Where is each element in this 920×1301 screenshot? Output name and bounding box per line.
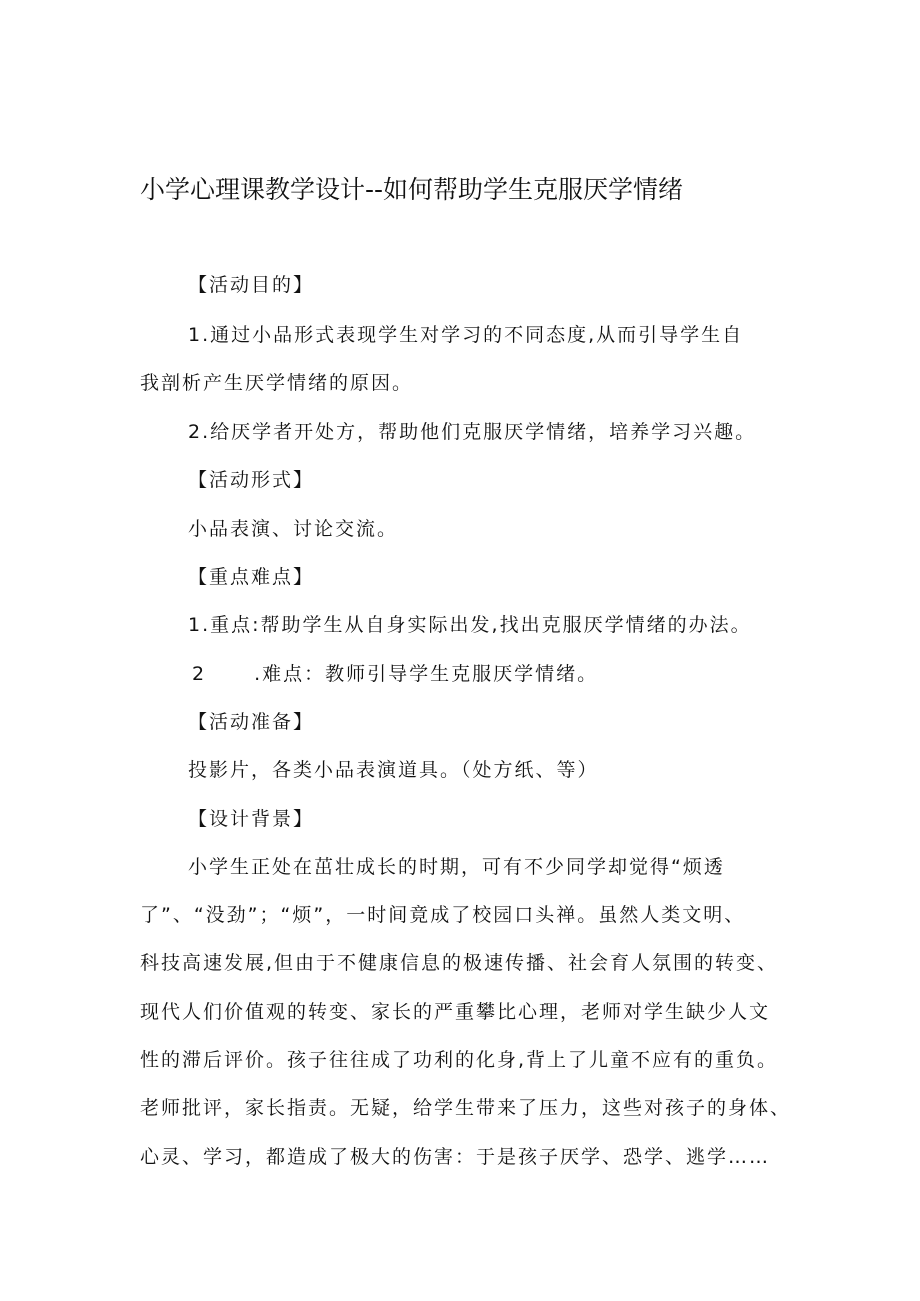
preparation-heading: 【活动准备】 [188, 711, 315, 733]
background-line: 性的滞后评价。孩子往往成了功利的化身,背上了儿童不应有的重负。 [140, 1049, 779, 1071]
key-points-item2 [192, 659, 598, 686]
preparation-content: 投影片，各类小品表演道具。（处方纸、等） [188, 759, 599, 781]
purpose-heading: 【活动目的】 [188, 274, 315, 296]
purpose-item1-line1: 1.通过小品形式表现学生对学习的不同态度,从而引导学生自 [188, 324, 744, 346]
key-points-heading: 【重点难点】 [188, 566, 315, 588]
key-points-item2-text: .难点：教师引导学生克服厌学情绪。 [254, 663, 599, 685]
background-line: 小学生正处在茁壮成长的时期，可有不少同学却觉得“烦透 [188, 856, 725, 878]
background-line: 心灵、学习，都造成了极大的伤害：于是孩子厌学、恐学、逃学…… [140, 1146, 771, 1168]
background-heading: 【设计背景】 [188, 808, 315, 830]
background-line: 科技高速发展,但由于不健康信息的极速传播、社会育人氛围的转变、 [140, 952, 779, 974]
key-points-item1: 1.重点:帮助学生从自身实际出发,找出克服厌学情绪的办法。 [188, 614, 752, 636]
background-line: 现代人们价值观的转变、家长的严重攀比心理，老师对学生缺少人文 [140, 1001, 771, 1023]
key-points-item2-number: 2 [192, 663, 207, 685]
background-line: 老师批评，家长指责。无疑，给学生带来了压力，这些对孩子的身体、 [140, 1097, 792, 1119]
purpose-item2: 2.给厌学者开处方，帮助他们克服厌学情绪，培养学习兴趣。 [188, 421, 757, 443]
purpose-item1-line2: 我剖析产生厌学情绪的原因。 [140, 372, 414, 394]
document-title: 小学心理课教学设计--如何帮助学生克服厌学情绪 [140, 175, 684, 204]
background-line: 了”、“没劲”；“烦”，一时间竟成了校园口头禅。虽然人类文明、 [140, 904, 746, 926]
form-content: 小品表演、讨论交流。 [188, 518, 399, 540]
form-heading: 【活动形式】 [188, 469, 315, 491]
